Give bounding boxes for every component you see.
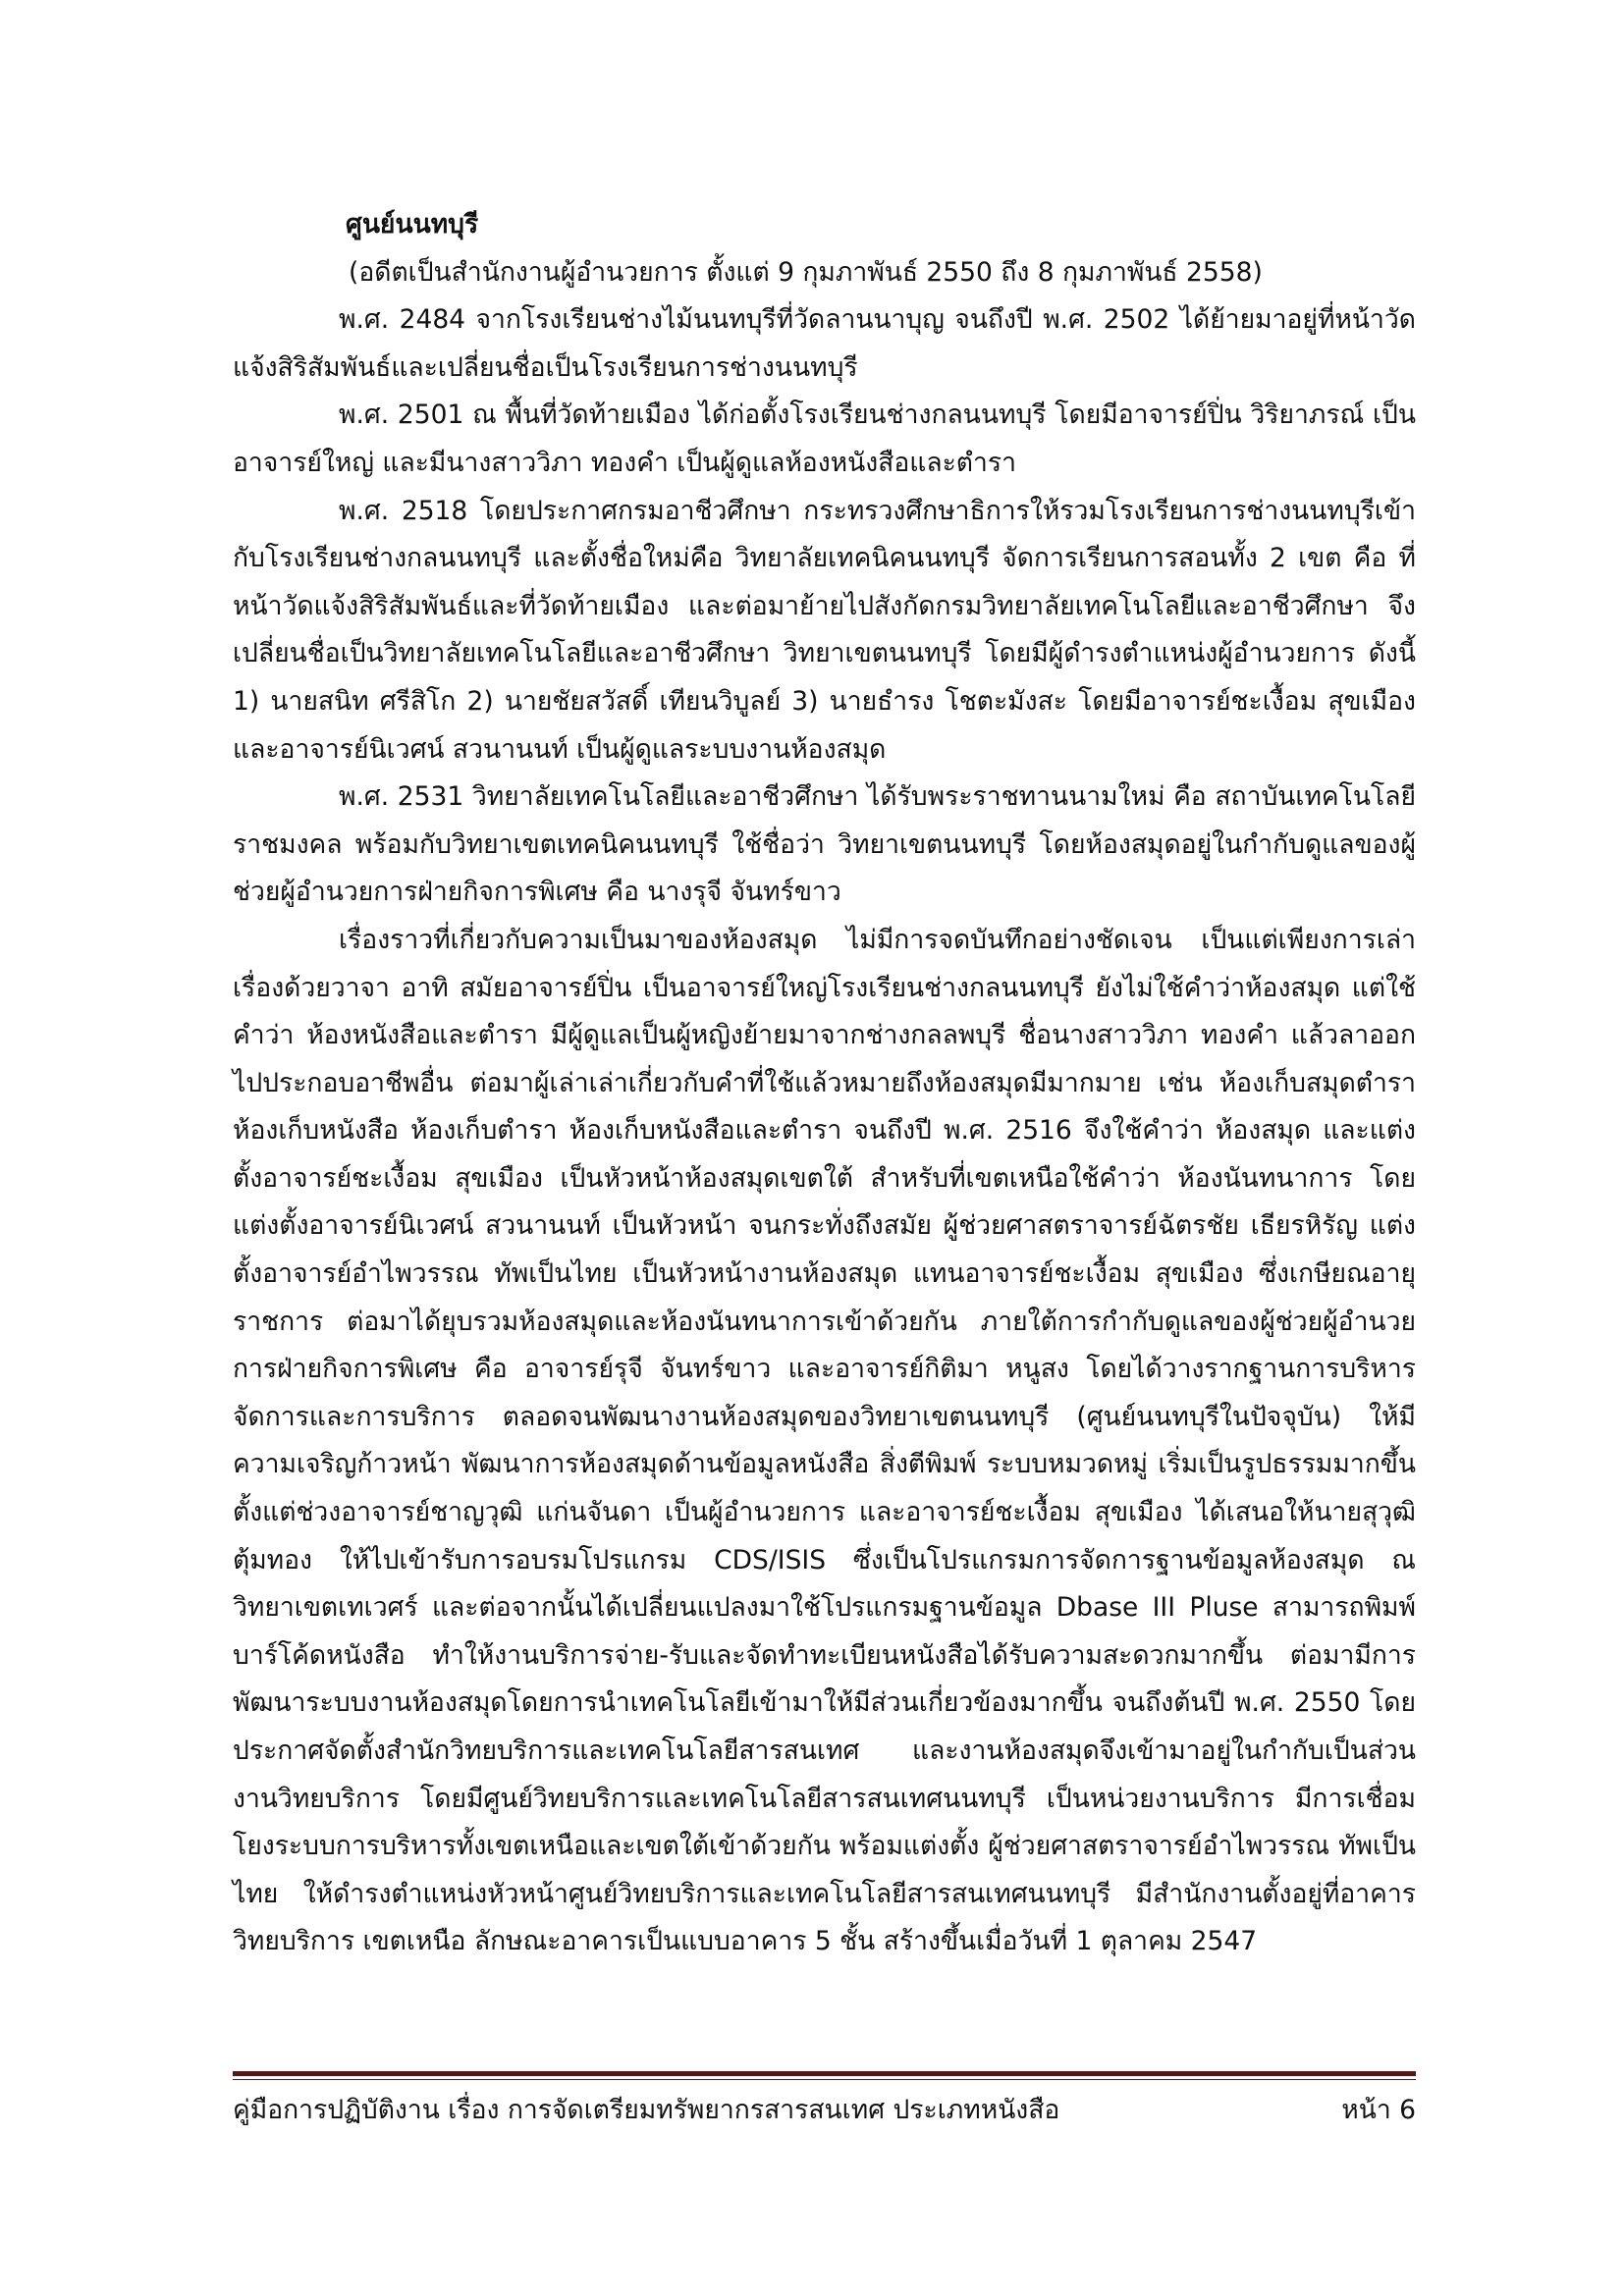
paragraph-2: พ.ศ. 2501 ณ พื้นที่วัดท้ายเมือง ได้ก่อตั้งโรงเรียนช่างกลนนทบุรี โดยมีอาจารย์ปิ่น วิริยาภรณ์ เป็นอาจารย์ใหญ่ และมีนางสาววิภา ทองคำ เป็นผู้ดูแลห้องหนังสือและตำรา xyxy=(233,400,1416,478)
footer-divider-thick xyxy=(233,2071,1416,2076)
footer-manual-title: คู่มือการปฏิบัติงาน เรื่อง การจัดเตรียมทรัพยากรสารสนเทศ ประเภทหนังสือ xyxy=(233,2095,1060,2125)
paragraph-1: พ.ศ. 2484 จากโรงเรียนช่างไม้นนทบุรีที่วัดลานนาบุญ จนถึงปี พ.ศ. 2502 ได้ย้ายมาอยู่ที่หน้าวัดแจ้งสิริสัมพันธ์และเปลี่ยนชื่อเป็นโรงเรียนการช่างนนทบุรี xyxy=(233,304,1416,383)
document-body xyxy=(233,201,1416,1966)
page-footer xyxy=(233,2087,1416,2134)
footer-divider-thin xyxy=(233,2079,1416,2080)
section-subtitle: (อดีตเป็นสำนักงานผู้อำนวยการ ตั้งแต่ 9 กุมภาพันธ์ 2550 ถึง 8 กุมภาพันธ์ 2558) xyxy=(349,256,1263,288)
paragraph-5: เรื่องราวที่เกี่ยวกับความเป็นมาของห้องสมุด ไม่มีการจดบันทึกอย่างชัดเจน เป็นแต่เพียงการเล่าเรื่องด้วยวาจา อาทิ สมัยอาจารย์ปิ่น เป็นอาจารย์ใหญ่โรงเรียนช่างกลนนทบุรี ยังไม่ใช้คำว่าห้องสมุด แต่ใช้คำว่า ห้องหนังสือและตำรา มีผู้ดูแลเป็นผู้หญิงย้ายมาจากช่างกลลพบุรี ชื่อนางสาววิภา ทองคำ แล้วลาออกไปประกอบอาชีพอื่น ต่อมาผู้เล่าเล่าเกี่ยวกับคำที่ใช้แล้วหมายถึงห้องสมุดมีมากมาย เช่น ห้องเก็บสมุดตำรา ห้องเก็บหนังสือ ห้องเก็บตำรา ห้องเก็บหนังสือและตำรา จนถึงปี พ.ศ. 2516 จึงใช้คำว่า ห้องสมุด และแต่งตั้งอาจารย์ชะเงื้อม สุขเมือง เป็นหัวหน้าห้องสมุดเขตใต้ สำหรับที่เขตเหนือใช้คำว่า ห้องนันทนาการ โดยแต่งตั้งอาจารย์นิเวศน์ สวนานนท์ เป็นหัวหน้า จนกระทั่งถึงสมัย ผู้ช่วยศาสตราจารย์ฉัตรชัย เธียรหิรัญ แต่งตั้งอาจารย์อำไพวรรณ ทัพเป็นไทย เป็นหัวหน้างานห้องสมุด แทนอาจารย์ชะเงื้อม สุขเมือง ซึ่งเกษียณอายุราชการ ต่อมาได้ยุบรวมห้องสมุดและห้องนันทนาการเข้าด้วยกัน ภายใต้การกำกับดูแลของผู้ช่วยผู้อำนวยการฝ่ายกิจการพิเศษ คือ อาจารย์รุจี จันทร์ขาว และอาจารย์กิติมา หนูสง โดยได้วางรากฐานการบริหารจัดการและการบริการ ตลอดจนพัฒนางานห้องสมุดของวิทยาเขตนนทบุรี (ศูนย์นนทบุรีในปัจจุบัน) ให้มีความเจริญก้าวหน้า พัฒนาการห้องสมุดด้านข้อมูลหนังสือ สิ่งตีพิมพ์ ระบบหมวดหมู่ เริ่มเป็นรูปธรรมมากขึ้นตั้งแต่ช่วงอาจารย์ชาญวุฒิ แก่นจันดา เป็นผู้อำนวยการ และอาจารย์ชะเงื้อม สุขเมือง ได้เสนอให้นายสุวุฒิ ตุ้มทอง ให้ไปเข้ารับการอบรมโปรแกรม CDS/ISIS ซึ่งเป็นโปรแกรมการจัดการฐานข้อมูลห้องสมุด ณ วิทยาเขตเทเวศร์ และต่อจากนั้นได้เปลี่ยนแปลงมาใช้โปรแกรมฐานข้อมูล Dbase III Pluse สามารถพิมพ์บาร์โค้ดหนังสือ ทำให้งานบริการจ่าย-รับและจัดทำทะเบียนหนังสือได้รับความสะดวกมากขึ้น ต่อมามีการพัฒนาระบบงานห้องสมุดโดยการนำเทคโนโลยีเข้ามาให้มีส่วนเกี่ยวข้องมากขึ้น จนถึงต้นปี พ.ศ. 2550 โดยประกาศจัดตั้งสำนักวิทยบริการและเทคโนโลยีสารสนเทศ และงานห้องสมุดจึงเข้ามาอยู่ในกำกับเป็นส่วนงานวิทยบริการ โดยมีศูนย์วิทยบริการและเทคโนโลยีสารสนเทศนนทบุรี เป็นหน่วยงานบริการ มีการเชื่อมโยงระบบการบริหารทั้งเขตเหนือและเขตใต้เข้าด้วยกัน พร้อมแต่งตั้ง ผู้ช่วยศาสตราจารย์อำไพวรรณ ทัพเป็นไทย ให้ดำรงตำแหน่งหัวหน้าศูนย์วิทยบริการและเทคโนโลยีสารสนเทศนนทบุรี มีสำนักงานตั้งอยู่ที่อาคารวิทยบริการ เขตเหนือ ลักษณะอาคารเป็นแบบอาคาร 5 ชั้น สร้างขึ้นเมื่อวันที่ 1 ตุลาคม 2547 xyxy=(233,924,1416,1957)
paragraph-3: พ.ศ. 2518 โดยประกาศกรมอาชีวศึกษา กระทรวงศึกษาธิการให้รวมโรงเรียนการช่างนนทบุรีเข้ากับโรงเรียนช่างกลนนทบุรี และตั้งชื่อใหม่คือ วิทยาลัยเทคนิคนนทบุรี จัดการเรียนการสอนทั้ง 2 เขต คือ ที่หน้าวัดแจ้งสิริสัมพันธ์และที่วัดท้ายเมือง และต่อมาย้ายไปสังกัดกรมวิทยาลัยเทคโนโลยีและอาชีวศึกษา จึงเปลี่ยนชื่อเป็นวิทยาลัยเทคโนโลยีและอาชีวศึกษา วิทยาเขตนนทบุรี โดยมีผู้ดำรงตำแหน่งผู้อำนวยการ ดังนี้ 1) นายสนิท ศรีสิโก 2) นายชัยสวัสดิ์ เทียนวิบูลย์ 3) นายธำรง โชตะมังสะ โดยมีอาจารย์ชะเงื้อม สุขเมือง และอาจารย์นิเวศน์ สวนานนท์ เป็นผู้ดูแลระบบงานห้องสมุด xyxy=(233,495,1416,765)
footer-page-number: หน้า 6 xyxy=(1341,2095,1416,2125)
paragraph-4: พ.ศ. 2531 วิทยาลัยเทคโนโลยีและอาชีวศึกษา ได้รับพระราชทานนามใหม่ คือ สถาบันเทคโนโลยีราชมงคล พร้อมกับวิทยาเขตเทคนิคนนทบุรี ใช้ชื่อว่า วิทยาเขตนนทบุรี โดยห้องสมุดอยู่ในกำกับดูแลของผู้ช่วยผู้อำนวยการฝ่ายกิจการพิเศษ คือ นางรุจี จันทร์ขาว xyxy=(233,781,1416,908)
section-title: ศูนย์นนทบุรี xyxy=(346,209,479,240)
